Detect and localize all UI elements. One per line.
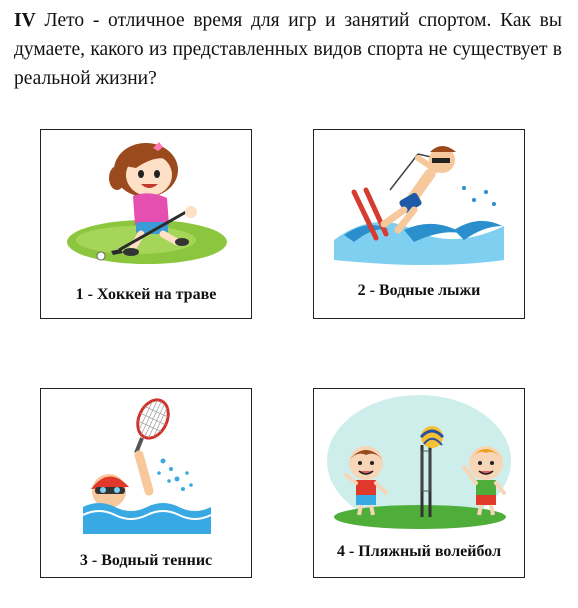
option-caption: 2 - Водные лыжи [357,282,481,299]
water-tennis-illustration [41,389,251,539]
option-caption: 4 - Пляжный волейбол [336,543,502,560]
option-card-water-tennis[interactable] [40,388,252,578]
option-card-beach-volleyball[interactable] [313,388,525,578]
option-card-water-skiing[interactable] [313,129,525,319]
beach-volleyball-illustration [314,389,524,539]
water-skiing-illustration [314,130,524,280]
option-card-field-hockey[interactable] [40,129,252,319]
question-number: IV [14,10,36,31]
option-caption: 1 - Хоккей на траве [75,286,217,303]
field-hockey-illustration [41,130,251,280]
question-body: Лето - отличное время для игр и занятий спортом. Как вы думаете, какого из представленных видов спорта не существует в реальной жизни? [14,10,562,89]
question-text [14,6,562,93]
option-caption: 3 - Водный теннис [79,552,213,569]
